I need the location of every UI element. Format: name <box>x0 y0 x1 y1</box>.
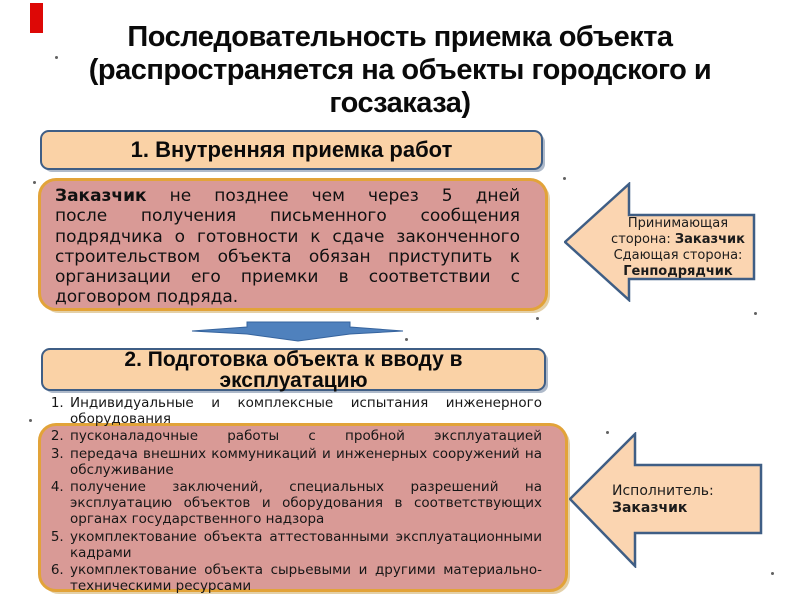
artifact-dot <box>33 181 36 184</box>
side1-line-4: Генподрядчик <box>623 264 733 279</box>
slide-title <box>0 21 800 120</box>
step2-item-list <box>46 395 542 595</box>
title-line-1: Последовательность приемка объекта <box>127 21 673 53</box>
step1-body-line-5: организации его приемки в соответствии с <box>55 267 520 288</box>
side1-line-1: Принимающая <box>627 216 729 231</box>
artifact-dot <box>563 177 566 180</box>
step2-header-box <box>41 348 546 391</box>
artifact-dot <box>754 312 757 315</box>
step1-body-line-4: строительством объекта обязан приступить к <box>55 246 520 267</box>
step1-body-line-1 <box>55 186 520 206</box>
step1-body-line-2: после получения письменного сообщения <box>55 206 520 227</box>
side1-line-2-label: сторона: <box>611 232 671 247</box>
title-line-2: (распространяется на объекты городского и <box>88 54 712 86</box>
artifact-dot <box>29 419 32 422</box>
step2-item-6: 6. укомплектование объекта сырьевыми и другими материально-техническими ресурсами <box>68 562 542 594</box>
side2-text <box>612 483 757 517</box>
side2-value: Заказчик <box>612 500 688 516</box>
step1-body-text <box>55 186 520 308</box>
artifact-dot <box>771 572 774 575</box>
step1-body-line-3: подрядчика о готовности к сдаче законченного <box>55 226 520 247</box>
step1-body-lead: Заказчик <box>55 186 147 206</box>
down-chevron-shape <box>192 322 403 341</box>
artifact-dot <box>55 56 58 59</box>
title-line-3: госзаказа) <box>329 87 471 119</box>
step1-header-box <box>40 130 543 170</box>
artifact-dot <box>536 317 539 320</box>
side1-text <box>598 216 758 280</box>
side1-line-2-value: Заказчик <box>674 232 745 247</box>
step2-item-1: 1. Индивидуальные и комплексные испытания инженерного оборудования <box>68 395 542 427</box>
step1-body-line-6: договором подряда. <box>55 287 239 308</box>
side2-label: Исполнитель: <box>612 483 714 499</box>
step2-item-4: 4. получение заключений, специальных разрешений на эксплуатацию объектов и оборудования в соответствующих органах государственного надзора <box>68 479 542 528</box>
step1-header-label: 1. Внутренняя приемка работ <box>130 137 453 162</box>
artifact-dot <box>405 338 408 341</box>
step2-item-5: 5. укомплектование объекта аттестованными эксплуатационными кадрами <box>68 529 542 561</box>
step1-body-line-1-rest: не позднее чем через 5 дней <box>146 186 520 206</box>
step2-header-label: 2. Подготовка объекта к вводу в эксплуатацию <box>124 347 463 392</box>
step2-item-3: 3. передача внешних коммуникаций и инженерных сооружений на обслуживание <box>68 446 542 478</box>
step2-item-2: 2. пусконаладочные работы с пробной эксплуатацией <box>68 428 542 444</box>
side1-line-3: Сдающая сторона: <box>613 248 743 263</box>
side1-line-2 <box>598 232 758 248</box>
down-chevron-icon <box>191 321 404 343</box>
